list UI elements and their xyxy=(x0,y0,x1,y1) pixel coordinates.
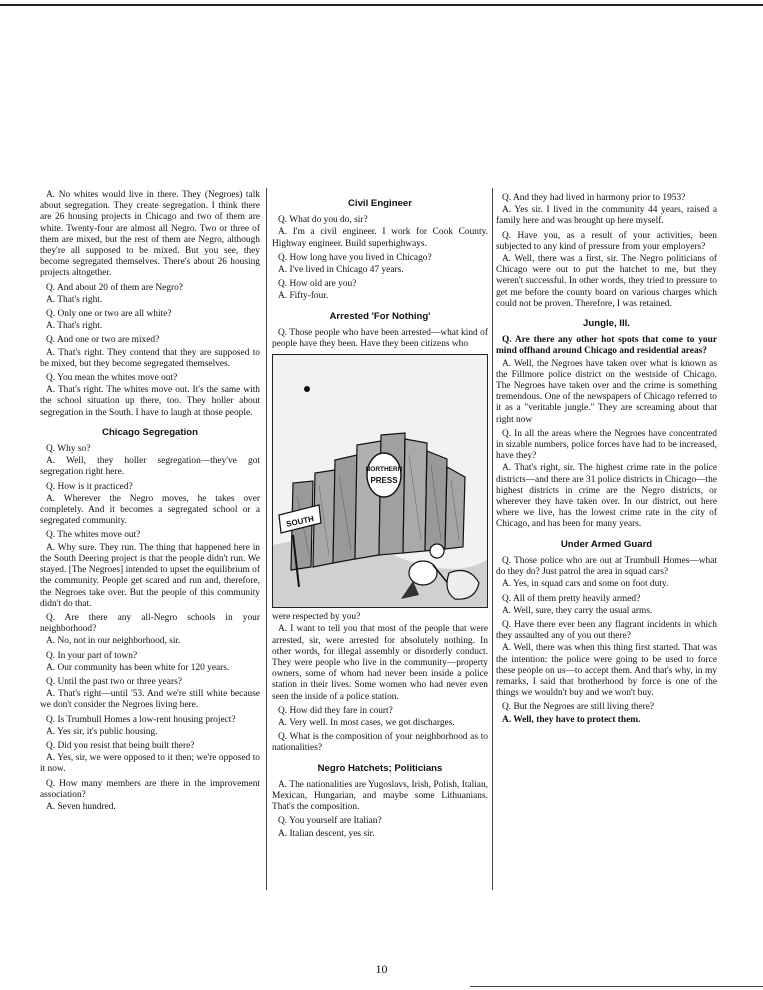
question-paragraph: Q. Those police who are out at Trumbull Homes—what do they do? Just patrol the area in squad cars? xyxy=(496,555,717,578)
answer-paragraph: A. Well, there was when this thing first started. That was the intention: the police were going to be used to force these people on us—to accept them. And that's why, in my remarks, I said that brotherhood by force is one of the things we wouldn't buy and we won't buy. xyxy=(496,643,717,699)
question-paragraph: Q. All of them pretty heavily armed? xyxy=(502,593,641,604)
section-heading: Jungle, Ill. xyxy=(583,318,630,330)
question-paragraph: Q. How long have you lived in Chicago? xyxy=(278,252,432,263)
question-paragraph: Q. You mean the whites move out? xyxy=(46,373,178,384)
question-paragraph: Q. The whites move out? xyxy=(46,530,141,541)
question-paragraph: Q. You yourself are Italian? xyxy=(278,816,382,827)
answer-paragraph: A. Our community has been white for 120 years. xyxy=(46,662,230,673)
column-2-top xyxy=(272,198,488,350)
question-paragraph: Q. Only one or two are all white? xyxy=(46,309,172,320)
page-number: 10 xyxy=(375,962,388,976)
answer-paragraph: A. No whites would live in there. They (Negroes) talk about segregation. They create segregation. I think there are 26 housing projects in Chicago and two of them are white. Twenty-four are almost all Negro. Two or three of them are mixed, but the rest of them are Negro, although they're all supposed to be mixed. But you see, they become segregated themselves. There's about 26 housing projects altogether. xyxy=(40,190,260,279)
question-paragraph: Q. How many members are there in the improvement association? xyxy=(40,778,260,800)
column-2 xyxy=(272,190,488,841)
question-paragraph: Q. What is the composition of your neighborhood as to nationalities? xyxy=(272,732,488,754)
section-heading: Under Armed Guard xyxy=(560,538,653,550)
answer-paragraph: A. The nationalities are Yugoslavs, Irish, Polish, Italian, Mexican, Hungarian, and maybe some Lithuanians. That's the composition. xyxy=(272,779,488,813)
answer-paragraph: A. Well, sure, they carry the usual arms. xyxy=(502,605,653,616)
answer-paragraph: A. That's right. The whites move out. It's the same with the school situation up there, too. They holler about segregation in the South. I have to laugh at those people. xyxy=(40,385,260,418)
question-paragraph: Q. How is it practiced? xyxy=(46,481,133,492)
section-heading: Negro Hatchets; Politicians xyxy=(317,762,443,774)
answer-paragraph: A. Fifty-four. xyxy=(278,291,329,302)
answer-paragraph: A. No, not in our neighborhood, sir. xyxy=(46,636,181,647)
answer-paragraph: A. Seven hundred. xyxy=(46,801,116,812)
question-paragraph: Q. Those people who have been arrested—what kind of people have they been. Have they been citizens who xyxy=(272,327,488,350)
question-paragraph: Q. Have there ever been any flagrant incidents in which they assaulted any of you out there? xyxy=(496,619,717,642)
answer-paragraph: A. Very well. In most cases, we got discharges. xyxy=(278,718,455,729)
answer-paragraph: A. Well, the Negroes have taken over what is known as the Fillmore police district on the westside of Chicago. The Negroes have taken over and the crime is something tremendous. One of the newspapers of Chicago referred to it as a "veritable jungle." They are screaming about that right now xyxy=(496,358,717,425)
section-heading: Civil Engineer xyxy=(348,198,412,209)
question-paragraph: Q. Are there any other hot spots that come to your mind offhand around Chicago and residential areas? xyxy=(496,335,717,357)
answer-paragraph: A. That's right. They contend that they are supposed to be mixed, but they become segregated themselves. xyxy=(40,347,260,369)
column-2-bottom xyxy=(272,612,488,840)
cartoon-wall-label-line2: PRESS xyxy=(370,476,398,486)
answer-paragraph: A. Yes sir, it's public housing. xyxy=(46,726,158,737)
question-paragraph: Q. In all the areas where the Negroes have concentrated in sizable numbers, police forces have had to be increased, have they? xyxy=(496,428,717,462)
answer-paragraph: A. I'm a civil engineer. I work for Cook County. Highway engineer. Build superhighways. xyxy=(272,227,488,249)
question-paragraph: Q. Until the past two or three years? xyxy=(46,676,182,687)
answer-paragraph: A. Italian descent, yes sir. xyxy=(278,828,375,839)
question-paragraph: Q. How old are you? xyxy=(278,279,357,290)
answer-paragraph: A. Well, there was a first, sir. The Negro politicians of Chicago were out to put the hatchet to me, but they weren't successful. In other words, they tried to pressure to get me before the county board on various charges which could not be proven. Therefore, I was retained. xyxy=(496,254,717,309)
answer-paragraph: A. Well, they holler segregation—they've got segregation right here. xyxy=(40,456,260,478)
answer-paragraph: A. Wherever the Negro moves, he takes over completely. And it becomes a segregated school or a segregated community. xyxy=(40,493,260,527)
question-paragraph: Q. Why so? xyxy=(46,444,91,455)
cartoon-wall-label-line1: NORTHERN xyxy=(365,466,403,474)
question-paragraph: Q. In your part of town? xyxy=(46,650,138,661)
question-paragraph: Q. But the Negroes are still living there? xyxy=(502,702,655,713)
cartoon-sign-text: SOUTH xyxy=(285,514,315,530)
section-heading: Arrested 'For Nothing' xyxy=(329,310,431,322)
question-paragraph: Q. And about 20 of them are Negro? xyxy=(46,282,183,293)
answer-paragraph: A. Yes, in squad cars and some on foot duty. xyxy=(502,579,669,590)
answer-paragraph: A. Well, they have to protect them. xyxy=(502,714,641,725)
section-heading: Chicago Segregation xyxy=(102,426,198,438)
column-1 xyxy=(40,190,260,814)
answer-paragraph: A. Yes sir. I lived in the community 44 years, raised a family here and was brought up here myself. xyxy=(496,205,717,227)
answer-paragraph: A. That's right. xyxy=(46,294,103,305)
question-paragraph: Q. Is Trumbull Homes a low-rent housing project? xyxy=(46,714,236,725)
question-paragraph: Q. And they had lived in harmony prior to 1953? xyxy=(502,193,686,203)
answer-paragraph: A. Yes, sir, we were opposed to it then; we're opposed to it now. xyxy=(40,753,260,775)
question-paragraph: Q. Have you, as a result of your activities, been subjected to any kind of pressure from your employers? xyxy=(496,230,717,252)
question-paragraph: Q. Are there any all-Negro schools in your neighborhood? xyxy=(40,612,260,635)
question-paragraph: Q. What do you do, sir? xyxy=(278,215,368,226)
column-3 xyxy=(496,190,717,727)
answer-paragraph: A. Why sure. They run. The thing that happened here in the South Deering project is that the people didn't run. We stayed. [The Negroes] intended to upset the equilibrium of the community. People get scared and run and, therefore, the Negroes take over. But the people of this community didn't do that. xyxy=(40,542,260,609)
editorial-cartoon xyxy=(272,354,488,608)
answer-paragraph: A. I've lived in Chicago 47 years. xyxy=(278,265,404,276)
bottom-rule xyxy=(470,986,763,987)
answer-paragraph: A. I want to tell you that most of the people that were arrested, sir, were arrested for absolutely nothing. In other words, for illegal assembly or disorderly conduct. They were people who live in the community—property owners, some of whom had never been inside a police station in their lives. Some women who had never even seen the inside of a police station. xyxy=(272,624,488,702)
column-divider-1 xyxy=(266,188,267,890)
answer-paragraph: A. That's right. xyxy=(46,321,103,332)
question-paragraph: Q. Did you resist that being built there? xyxy=(46,740,195,751)
column-divider-2 xyxy=(492,188,493,890)
question-paragraph: Q. How did they fare in court? xyxy=(278,705,393,716)
answer-paragraph: A. That's right—until '53. And we're still white because we don't consider the Negroes living here. xyxy=(40,689,260,711)
answer-paragraph: were respected by you? xyxy=(272,612,361,623)
question-paragraph: Q. And one or two are mixed? xyxy=(46,335,160,346)
answer-paragraph: A. That's right, sir. The highest crime rate in the police districts—and there are 31 police districts in Chicago—the highest districts in crime are the Negro districts, or wherever they have taken over. In our district, out here where we live, has the lowest crime rate in the city of Chicago, and has been for many years. xyxy=(496,463,717,530)
top-rule xyxy=(0,4,763,6)
